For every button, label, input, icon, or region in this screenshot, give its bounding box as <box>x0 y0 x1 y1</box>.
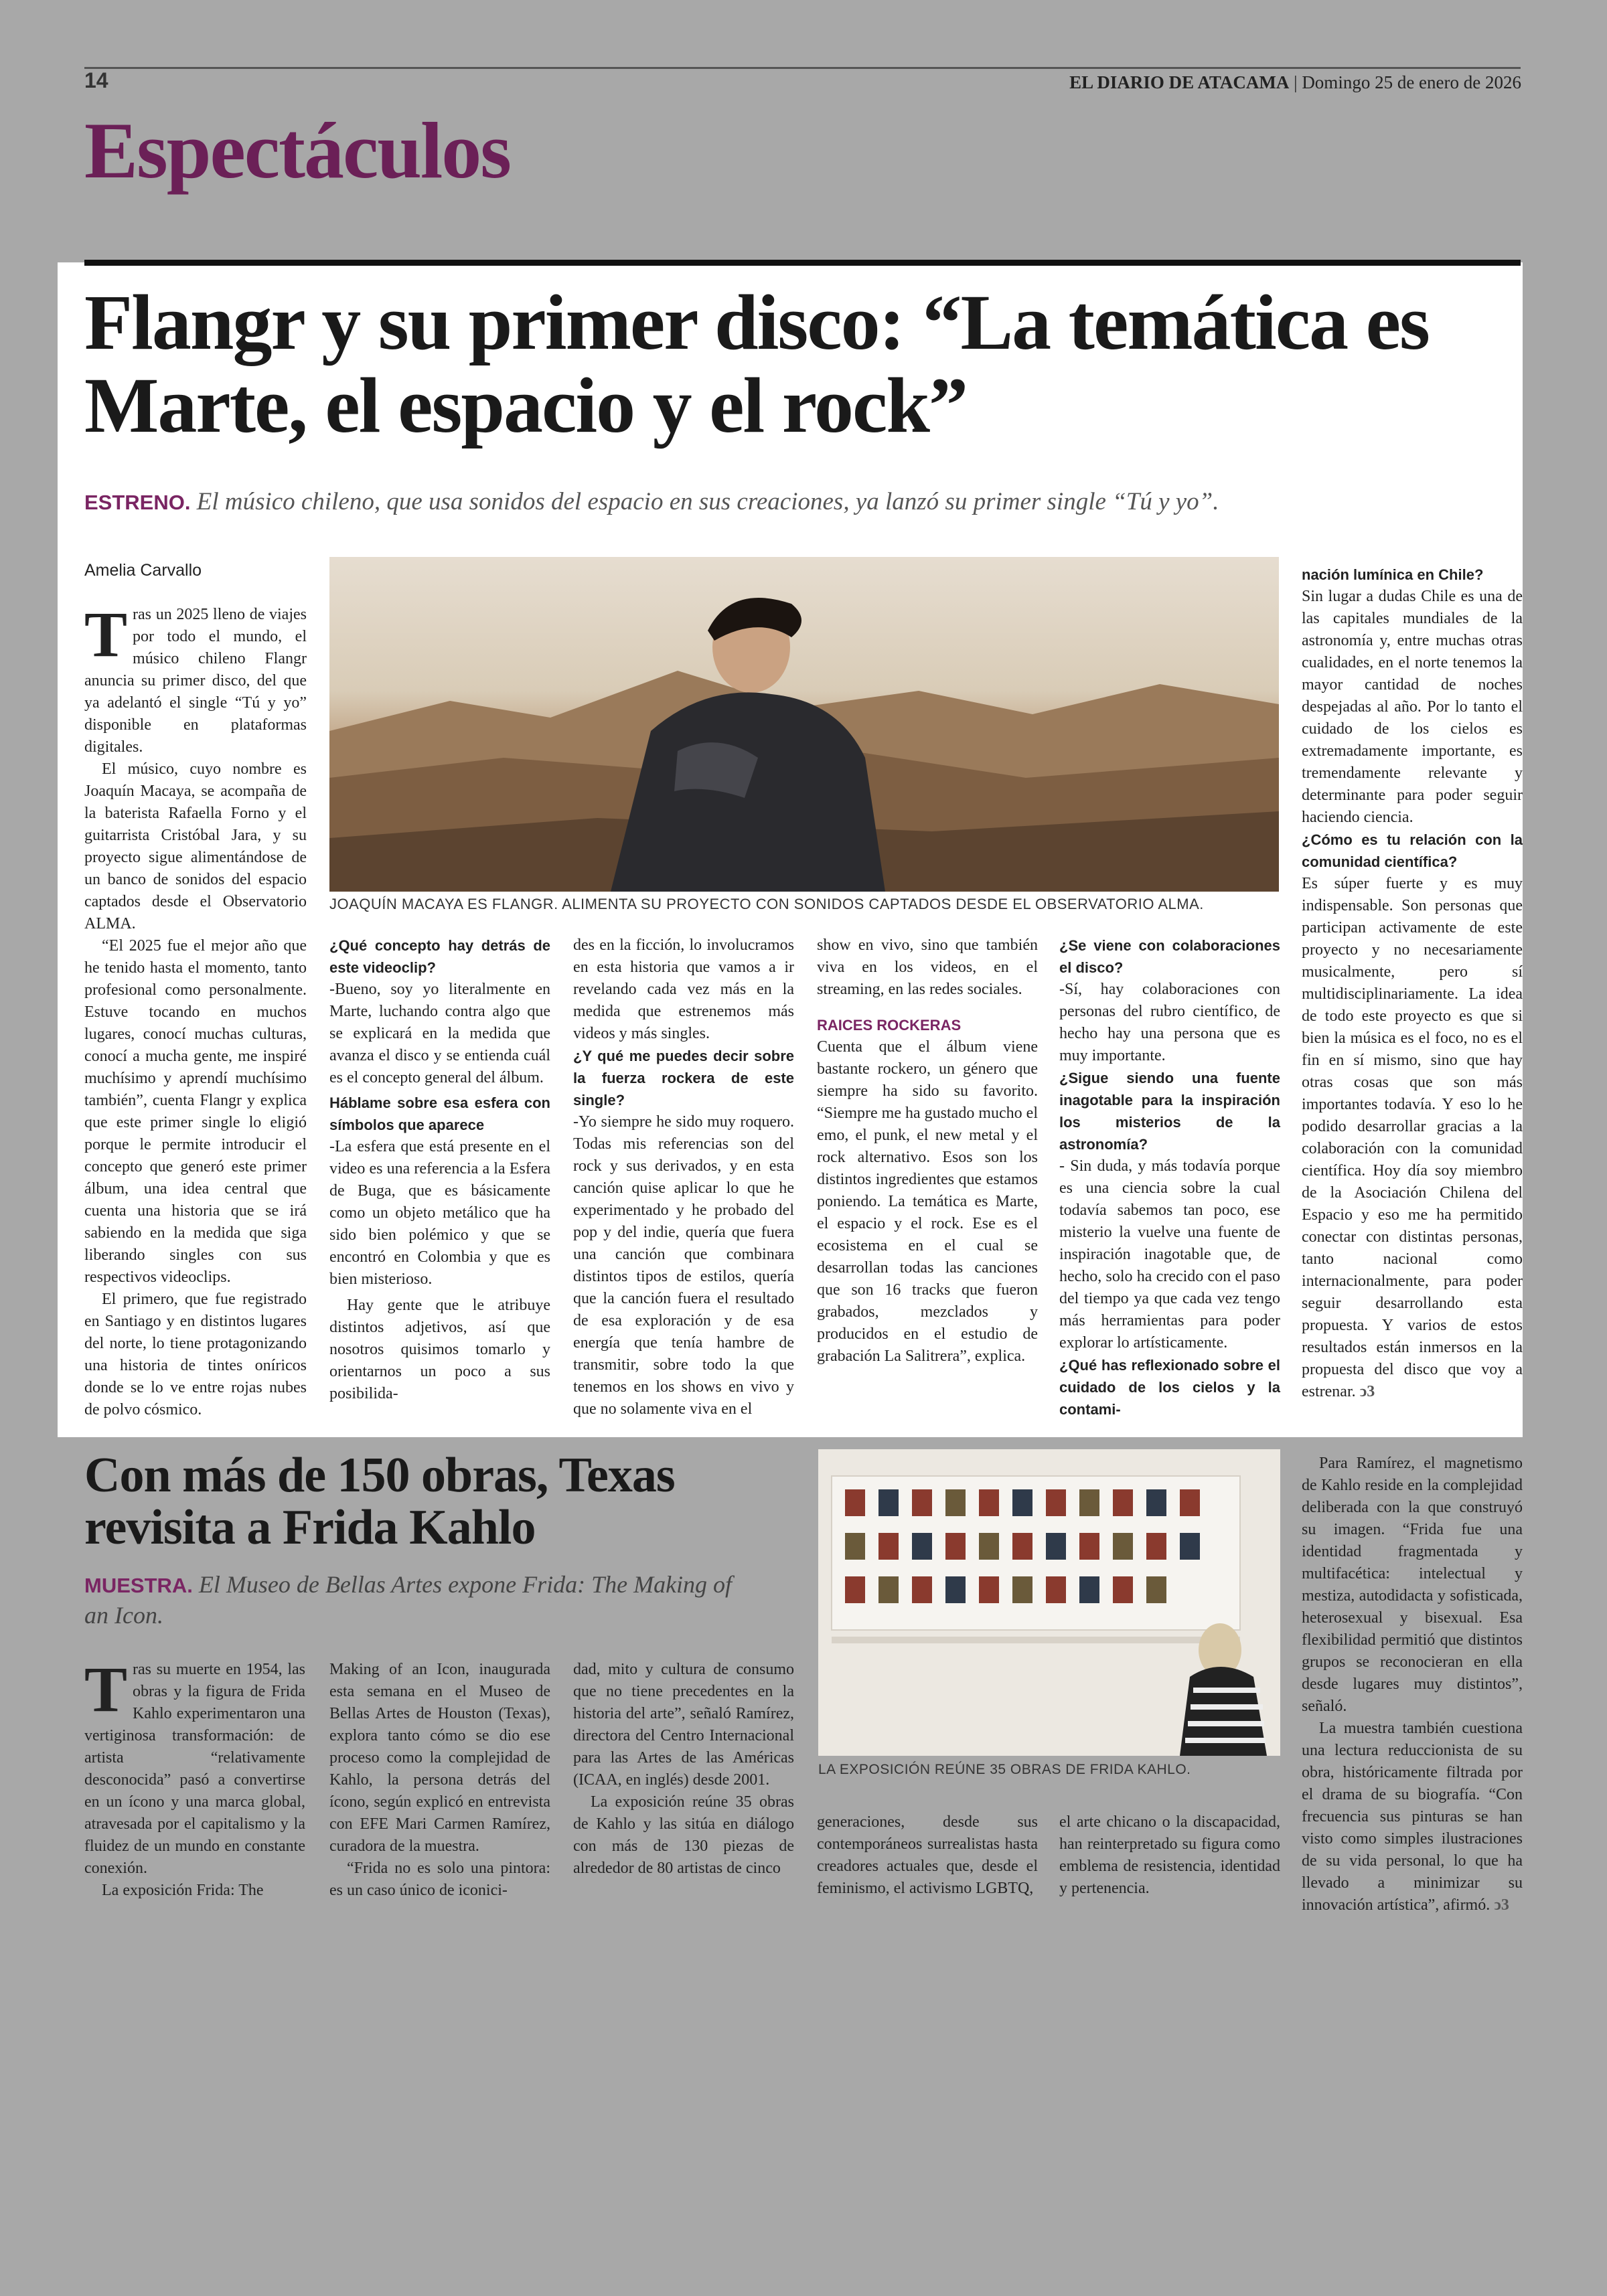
dateline: EL DIARIO DE ATACAMA | Domingo 25 de enero de 2026 <box>1069 72 1521 92</box>
byline: Amelia Carvallo <box>84 561 202 580</box>
paragraph: El músico, cuyo nombre es Joaquín Macaya, se acompaña de la baterista Rafaella Forno y el guitarrista Cristóbal Jara, y su proyecto sigue alimentándose de un banco de sonidos del espacio captados desde el Observatorio ALMA. <box>84 760 307 932</box>
paragraph: Cuenta que el álbum viene bastante rockero, un género que siempre ha sido su favorito. “Siempre me ha gustado mucho el emo, el punk, el new metal y el rock alternativo. Esos son los distintos ingredientes que estamos poniendo. La temática es Marte, el espacio y el rock. Ese es el ecosistema en el cual se desarrollan todas las canciones que son 16 tracks que fueron grabados, mezclados y producidos en el estudio de grabación La Salitrera”, explica. <box>817 1038 1038 1365</box>
paragraph: “El 2025 fue el mejor año que he tenido hasta el momento, tanto profesional como personalmente. Estuve tocando en muchos lugares, conocí muchas culturas, conocí a mucha gente, me inspiré muchísimo y aprendí muchísimo también”, cuenta Flangr y explica que este primer single lo eligió porque le permite introducir el concepto que generó este primer álbum, una idea central que cuenta una historia que se irá sabiendo en la medida que siga liberando singles con sus respectivos videoclips. <box>84 937 307 1286</box>
photo-frida-exhibition <box>818 1449 1280 1756</box>
photo-flangr-illustration <box>329 557 1279 892</box>
second-deck <box>84 1570 754 1630</box>
section-title: Espectáculos <box>84 106 510 195</box>
main-kicker: ESTRENO. <box>84 491 191 514</box>
paragraph: des en la ficción, lo involucramos en esta historia que vamos a ir revelando cada vez más en la medida que estrenemos más videos y más singles. <box>573 936 794 1042</box>
main-column-3 <box>573 934 794 1420</box>
second-column-6 <box>1302 1453 1523 1916</box>
second-column-5 <box>1059 1811 1280 1900</box>
interview-answer: - Sin duda, y más todavía porque es una ciencia sobre la cual todavía sabemos tan poco, ese misterio la vuelve una fuente de inspiración inagotable que, de hecho, solo ha crecido con el paso del tiempo ya que cada vez tengo más herramientas para poder explorar lo artísticamente. <box>1059 1157 1280 1351</box>
issue-date: Domingo 25 de enero de 2026 <box>1302 72 1521 92</box>
second-kicker: MUESTRA. <box>84 1574 193 1597</box>
paragraph: generaciones, desde sus contemporáneos surrealistas hasta creadores actuales que, desde el feminismo, el activismo LGBTQ, <box>817 1813 1038 1897</box>
paragraph: La exposición reúne 35 obras de Kahlo y las sitúa en diálogo con más de 130 piezas de alrededor de 80 artistas de cinco <box>573 1793 794 1877</box>
paragraph: Making of an Icon, inaugurada esta semana en el Museo de Bellas Artes de Houston (Texas), explora tanto cómo se dio ese proceso como la complejidad de Kahlo, la persona detrás del ícono, según explicó en entrevista con EFE Mari Carmen Ramírez, curadora de la muestra. <box>329 1661 550 1855</box>
paragraph-text: La muestra también cuestiona una lectura reduccionista de su obra, históricamente filtrada por el drama de su biografía. “Con frecuencia sus pinturas se han visto como simples ilustraciones de su vida personal, lo que ha llevado a minimizar su innovación artística”, afirmó. <box>1302 1720 1523 1914</box>
interview-answer: -La esfera que está presente en el video es una referencia a la Esfera de Buga, que es básicamente como un objeto metálico que ha sido bien polémico y que se encontró en Colombia y que es bien misterioso. <box>329 1138 550 1288</box>
interview-question: ¿Y qué me puedes decir sobre la fuerza rockera de este single? <box>573 1048 794 1109</box>
subheading: RAICES ROCKERAS <box>817 1017 962 1034</box>
interview-question: ¿Cómo es tu relación con la comunidad científica? <box>1302 831 1523 870</box>
paragraph: Hay gente que le atribuye distintos adjetivos, así que nosotros quisimos tomarlo y orientarnos un poco a sus posibilida- <box>329 1297 550 1402</box>
main-deck <box>84 487 1517 516</box>
second-column-3 <box>573 1659 794 1880</box>
paragraph: “Frida no es solo una pintora: es un caso único de iconici- <box>329 1860 550 1899</box>
paragraph <box>1302 1718 1523 1916</box>
paragraph: ras su muerte en 1954, las obras y la figura de Frida Kahlo experimentaron una vertiginosa transformación: de artista “relativamente desconocida” pasó a convertirse en un ícono y una marca global, atravesada por el capitalismo y la fluidez de un mundo en constante conexión. <box>84 1661 305 1877</box>
second-column-1 <box>84 1653 305 1902</box>
end-mark: ↄ3 <box>1494 1896 1509 1914</box>
photo-caption-frida: LA EXPOSICIÓN REÚNE 35 OBRAS DE FRIDA KAHLO. <box>818 1762 1191 1777</box>
interview-question: nación lumínica en Chile? <box>1302 566 1484 583</box>
paragraph: el arte chicano o la discapacidad, han reinterpretado su figura como emblema de resistencia, identidad y pertenencia. <box>1059 1813 1280 1897</box>
paragraph: show en vivo, sino que también viva en los videos, en el streaming, en las redes sociales. <box>817 936 1038 998</box>
interview-answer: Sin lugar a dudas Chile es una de las capitales mundiales de la astronomía y, entre muchas otras cualidades, en el norte tenemos la mayor cantidad de noches despejadas al año. Por lo tanto el cuidado de los cielos es extremadamente importante, es tremendamente relevante y determinante para poder seguir haciendo ciencia. <box>1302 588 1523 826</box>
newspaper-name: EL DIARIO DE ATACAMA <box>1069 72 1290 92</box>
photo-caption-flangr: JOAQUÍN MACAYA ES FLANGR. ALIMENTA SU PROYECTO CON SONIDOS CAPTADOS DESDE EL OBSERVATORIO ALMA. <box>329 896 1204 912</box>
main-deck-text: El músico chileno, que usa sonidos del espacio en sus creaciones, ya lanzó su primer single “Tú y yo”. <box>196 488 1219 515</box>
main-column-1 <box>84 598 307 1421</box>
interview-answer: -Yo siempre he sido muy roquero. Todas mis referencias son del rock y sus derivados, y en esta canción quise aplicar lo que he experimentado y he probado del pop y del indie, quería que fuera una canción que combinara distintos tipos de estilos, quería que la canción fuera el resultado de esa exploración y de esa energía que tenía hambre de transmitir, sobre todo la que tenemos en los shows en vivo y que no solamente viva en el <box>573 1113 794 1418</box>
interview-question: ¿Qué concepto hay detrás de este videoclip? <box>329 937 550 976</box>
paragraph: El primero, que fue registrado en Santiago y en distintos lugares del norte, lo tiene protagonizando una historia de tintes oníricos donde se lo ve entre rojas nubes de polvo cósmico. <box>84 1291 307 1418</box>
interview-question: ¿Se viene con colaboraciones el disco? <box>1059 937 1280 976</box>
main-column-6 <box>1302 564 1523 1403</box>
interview-question: ¿Sigue siendo una fuente inagotable para la inspiración los misterios de la astronomía? <box>1059 1070 1280 1153</box>
interview-answer: -Bueno, soy yo literalmente en Marte, luchando contra algo que se explicará en la medida que avanza el disco y se entienda cuál es el concepto general del álbum. <box>329 981 550 1086</box>
main-headline: Flangr y su primer disco: “La temática es Marte, el espacio y el rock” <box>84 278 1429 449</box>
paragraph: ras un 2025 lleno de viajes por todo el mundo, el músico chileno Flangr anuncia su primer disco, del que ya adelantó el single “Tú y yo” disponible en plataformas digitales. <box>84 606 307 756</box>
interview-answer: -Sí, hay colaboraciones con personas del rubro científico, de hecho hay una persona que es muy importante. <box>1059 981 1280 1064</box>
photo-frida-illustration <box>818 1449 1280 1756</box>
main-column-4 <box>817 934 1038 1368</box>
main-column-2 <box>329 934 550 1405</box>
interview-answer <box>1302 873 1523 1403</box>
page-number: 14 <box>84 68 108 92</box>
second-headline: Con más de 150 obras, Texas revisita a Frida Kahlo <box>84 1448 675 1555</box>
main-column-5 <box>1059 934 1280 1420</box>
drop-cap: T <box>84 598 128 670</box>
second-deck-text: El Museo de Bellas Artes expone Frida: The Making of an Icon. <box>84 1571 733 1629</box>
top-rule <box>84 67 1521 69</box>
paragraph: Para Ramírez, el magnetismo de Kahlo reside en la complejidad deliberada con la que construyó su imagen. “Frida fue una identidad fragmentada y multifacética: intelectual y mestiza, autodidacta y sofisticada, heterosexual y bisexual. Esa flexibilidad permitió que distintos grupos se reconocieran en ella desde lugares muy distintos”, señaló. <box>1302 1455 1523 1715</box>
heavy-rule <box>84 260 1521 266</box>
photo-flangr <box>329 557 1279 892</box>
interview-question: Háblame sobre esa esfera con símbolos que aparece <box>329 1094 550 1133</box>
paragraph: La exposición Frida: The <box>102 1882 264 1899</box>
answer-text: Es súper fuerte y es muy indispensable. Son personas que participan activamente de este proyecto y no necesariamente musicalmente, pero sí multidisciplinariamente. La idea de todo este proyecto es que si bien la música es el foco, no es el fin en sí mismo, sino que hay otras cosas que son más importantes todavía. Y eso lo he podido desarrollar gracias a la colaboración con la comunidad científica. Hoy día soy miembro de la Asociación Chilena del Espacio y eso me ha permitido conectar con distintas personas, tanto nacional como internacionalmente, para poder seguir desarrollando esta propuesta. Y varios de estos resultados están inmersos en la propuesta del disco que voy a estrenar. <box>1302 875 1523 1400</box>
interview-question: ¿Qué has reflexionado sobre el cuidado de los cielos y la contami- <box>1059 1357 1280 1418</box>
drop-cap: T <box>84 1653 128 1725</box>
end-mark: ↄ3 <box>1359 1383 1375 1400</box>
second-column-2 <box>329 1659 550 1902</box>
paragraph: dad, mito y cultura de consumo que no tiene precedentes en la historia del arte”, señaló Ramírez, directora del Centro Internacional para las Artes de las Américas (ICAA, en inglés) desde 2001. <box>573 1661 794 1789</box>
second-column-4 <box>817 1811 1038 1900</box>
